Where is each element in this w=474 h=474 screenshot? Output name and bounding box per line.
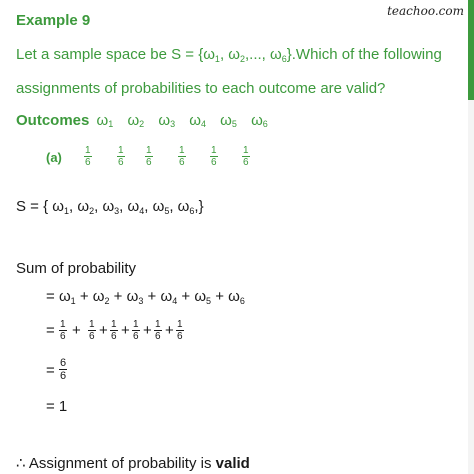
option-fraction: $\frac{1}{6}$ [179,145,185,168]
option-fraction: $\frac{1}{6}$ [146,145,152,168]
scrollbar-thumb[interactable] [468,0,474,100]
plus-sign: + [165,322,174,339]
watermark: teachoo.com [387,4,464,18]
conclusion: ∴ Assignment of probability is valid [16,455,250,472]
outcomes-row: Outcomes ω1 ω2 ω3 ω4 ω5 ω6 [16,112,268,129]
option-fraction: $\frac{1}{6}$ [243,145,249,168]
option-fraction: $\frac{1}{6}$ [211,145,217,168]
plus-sign: + [121,322,130,339]
sum-of-outcomes: = $\omega_1 + \omega_2 + \omega_3 + \omega_4 + \omega_5 + \omega_6$ [46,288,245,306]
plus-sign: + [143,322,152,339]
sum-equals-sign: = [46,322,55,339]
sum-fraction: $\frac{1}{6}$ [133,319,139,342]
plus-sign: + [99,322,108,339]
result-line: = 1 [46,398,68,415]
question-line-2: assignments of probabilities to each outcome are valid? [16,80,386,97]
option-fraction: $\frac{1}{6}$ [85,145,91,168]
example-heading: Example 9 [16,12,91,29]
sum-fraction: $\frac{1}{6}$ [60,319,66,342]
total-equals-sign: = [46,362,55,379]
sum-fraction: $\frac{1}{6}$ [177,319,183,342]
total-fraction: $\frac{6}{6}$ [60,357,67,382]
sum-fraction: $\frac{1}{6}$ [155,319,161,342]
plus-sign: + [72,322,81,339]
option-fraction: $\frac{1}{6}$ [118,145,124,168]
sum-title: Sum of probability [16,260,137,277]
option-a-label: (a) [46,150,62,165]
scrollbar-track[interactable] [468,0,474,474]
sum-fraction: $\frac{1}{6}$ [89,319,95,342]
sample-space-set: S = { $\omega_1$, $\omega_2$, $\omega_3$, $\omega_4$, $\omega_5$, $\omega_6$,} [16,198,204,216]
question-line-1: Let a sample space be $S = \{\omega_1$, $\omega_2$,..., $\omega_6\}.Which$ of the following [16,46,442,64]
sum-fraction: $\frac{1}{6}$ [111,319,117,342]
